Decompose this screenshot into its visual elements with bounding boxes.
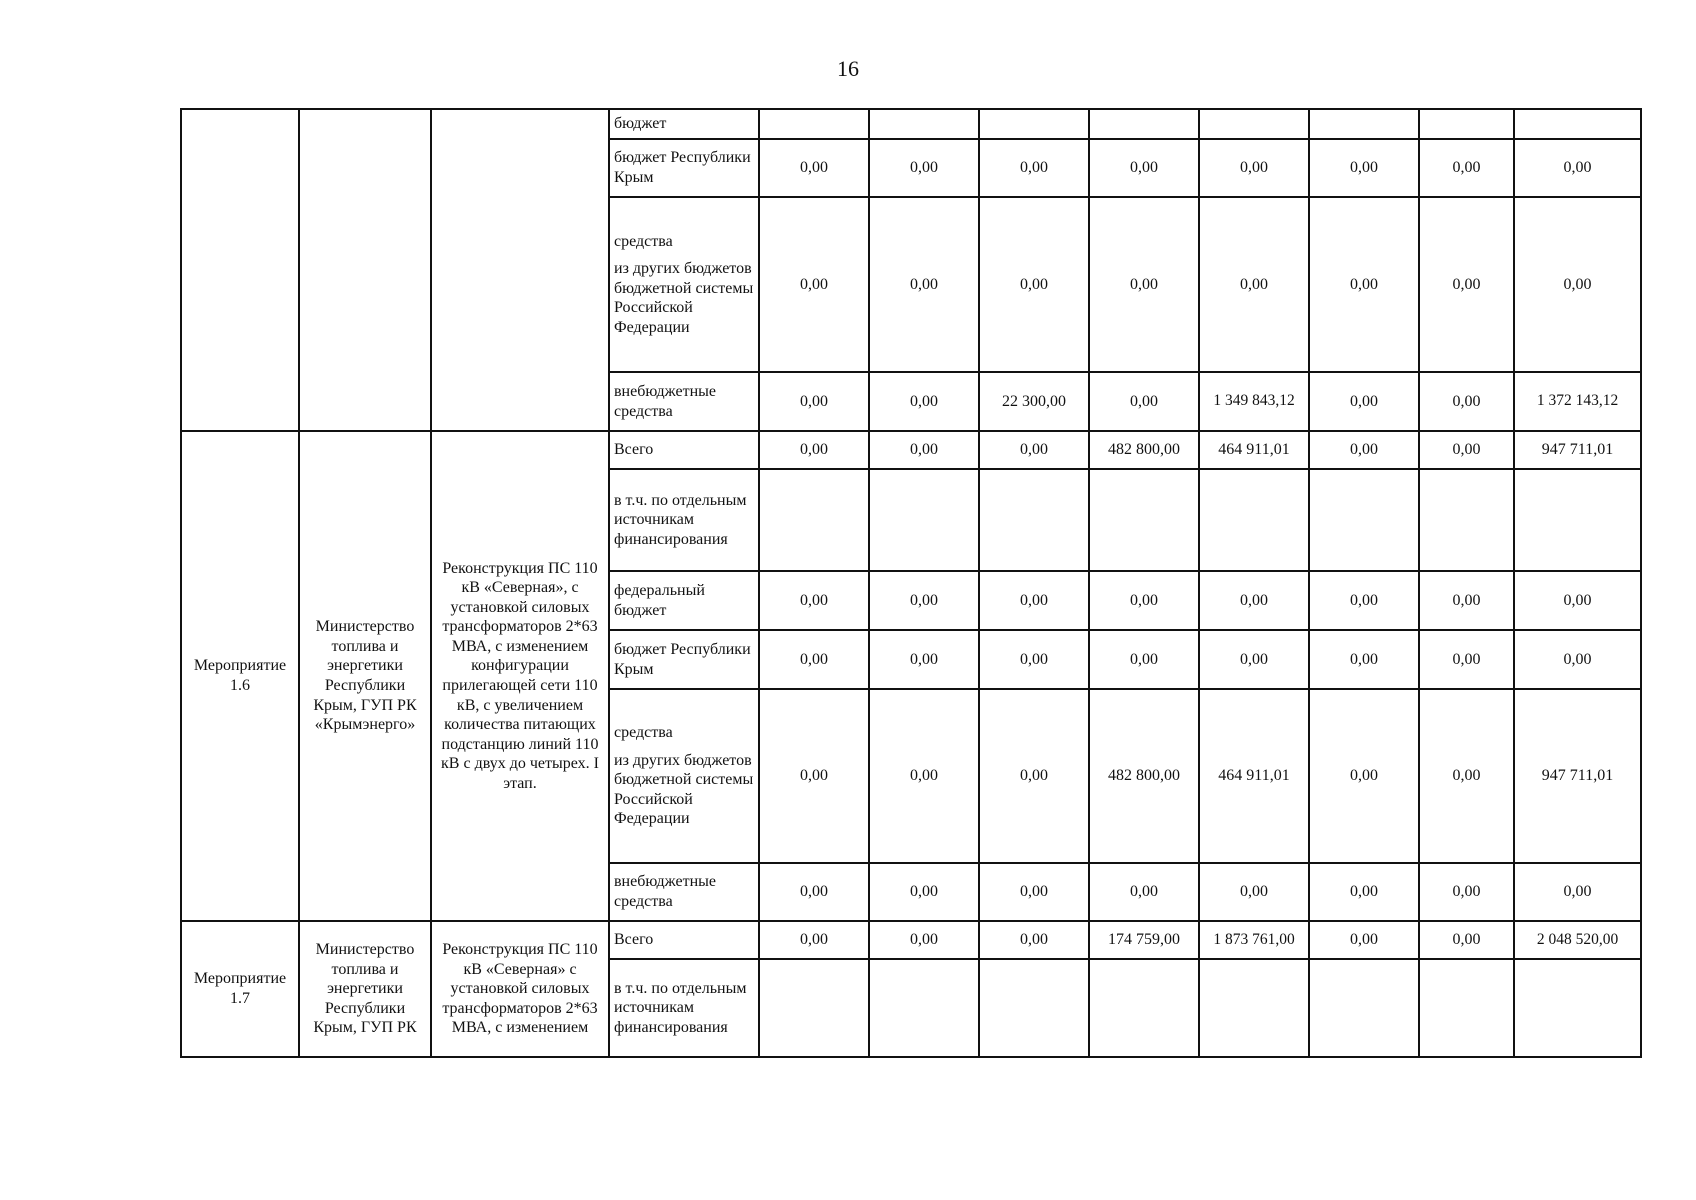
- value-cell: 464 911,01: [1199, 431, 1309, 469]
- table-row: [181, 431, 1641, 469]
- value-cell: 0,00: [759, 571, 869, 630]
- value-cell: 0,00: [979, 921, 1089, 959]
- source-cell: [609, 197, 759, 372]
- value-cell: [1419, 469, 1514, 571]
- value-cell: 0,00: [1309, 197, 1419, 372]
- value-cell: [979, 959, 1089, 1057]
- value-cell: 0,00: [1419, 372, 1514, 431]
- value-cell: [1309, 959, 1419, 1057]
- value-cell: 0,00: [1419, 863, 1514, 921]
- executor-cell: Министерство топлива и энергетики Республики Крым, ГУП РК: [299, 921, 431, 1057]
- source-cell: в т.ч. по отдельным источникам финансирования: [609, 469, 759, 571]
- description-cell: Реконструкция ПС 110 кВ «Северная», с установкой силовых трансформаторов 2*63 МВА, с изменением конфигурации прилегающей сети 110 кВ, с увеличением количества питающих подстанцию линий 110 кВ с двух до четырех. I этап.: [431, 431, 609, 921]
- description-cell: Реконструкция ПС 110 кВ «Северная» с установкой силовых трансформаторов 2*63 МВА, с изменением: [431, 921, 609, 1057]
- value-cell: 0,00: [979, 689, 1089, 863]
- value-cell: 0,00: [1514, 139, 1641, 197]
- value-cell: 0,00: [1089, 863, 1199, 921]
- value-cell: [1419, 959, 1514, 1057]
- value-cell: 0,00: [1199, 139, 1309, 197]
- source-rest: из других бюджетов бюджетной системы Российской Федерации: [614, 751, 754, 828]
- source-cell: федеральный бюджет: [609, 571, 759, 630]
- value-cell: 0,00: [1309, 372, 1419, 431]
- source-cell: бюджет Республики Крым: [609, 139, 759, 197]
- value-cell: 0,00: [1419, 431, 1514, 469]
- value-cell: 0,00: [869, 921, 979, 959]
- value-cell: [759, 469, 869, 571]
- value-cell: [1514, 109, 1641, 139]
- source-cell: Всего: [609, 431, 759, 469]
- value-cell: 0,00: [1309, 630, 1419, 689]
- value-cell: [869, 469, 979, 571]
- value-cell: [1199, 109, 1309, 139]
- table-row: [181, 109, 1641, 139]
- value-cell: [869, 109, 979, 139]
- value-cell: [1514, 959, 1641, 1057]
- value-cell: [1199, 469, 1309, 571]
- source-first-line: средства: [614, 724, 673, 742]
- value-cell: 1 349 843,12: [1199, 372, 1309, 431]
- value-cell: 0,00: [979, 431, 1089, 469]
- value-cell: 0,00: [759, 139, 869, 197]
- value-cell: 0,00: [979, 863, 1089, 921]
- value-cell: 0,00: [1514, 630, 1641, 689]
- executor-cell: Министерство топлива и энергетики Республики Крым, ГУП РК «Крымэнерго»: [299, 431, 431, 921]
- value-cell: 0,00: [759, 431, 869, 469]
- value-cell: 0,00: [759, 197, 869, 372]
- value-cell: 0,00: [869, 197, 979, 372]
- value-cell: [1089, 959, 1199, 1057]
- value-cell: 0,00: [1419, 630, 1514, 689]
- source-rest: из других бюджетов бюджетной системы Российской Федерации: [614, 260, 754, 336]
- value-cell: 0,00: [1089, 372, 1199, 431]
- value-cell: [1089, 109, 1199, 139]
- value-cell: [1199, 959, 1309, 1057]
- value-cell: 0,00: [1309, 431, 1419, 469]
- value-cell: 0,00: [759, 863, 869, 921]
- value-cell: 0,00: [1514, 863, 1641, 921]
- value-cell: 0,00: [1419, 197, 1514, 372]
- value-cell: 0,00: [1309, 689, 1419, 863]
- value-cell: 0,00: [1199, 571, 1309, 630]
- value-cell: 0,00: [1309, 139, 1419, 197]
- value-cell: [979, 469, 1089, 571]
- value-cell: 482 800,00: [1089, 431, 1199, 469]
- value-cell: 0,00: [869, 139, 979, 197]
- value-cell: 0,00: [1419, 571, 1514, 630]
- event-cell: [181, 109, 299, 431]
- value-cell: 0,00: [869, 372, 979, 431]
- value-cell: [1419, 109, 1514, 139]
- description-cell: [431, 109, 609, 431]
- source-cell: внебюджетные средства: [609, 863, 759, 921]
- value-cell: [1309, 469, 1419, 571]
- event-cell: Мероприятие 1.7: [181, 921, 299, 1057]
- event-cell: Мероприятие 1.6: [181, 431, 299, 921]
- value-cell: 174 759,00: [1089, 921, 1199, 959]
- source-cell: бюджет: [609, 109, 759, 139]
- value-cell: 22 300,00: [979, 372, 1089, 431]
- value-cell: 0,00: [869, 431, 979, 469]
- value-cell: 0,00: [759, 630, 869, 689]
- value-cell: [1514, 469, 1641, 571]
- value-cell: [1309, 109, 1419, 139]
- value-cell: 0,00: [1419, 689, 1514, 863]
- value-cell: [759, 959, 869, 1057]
- value-cell: [1089, 469, 1199, 571]
- source-cell: внебюджетные средства: [609, 372, 759, 431]
- value-cell: 0,00: [1089, 197, 1199, 372]
- value-cell: 0,00: [1199, 630, 1309, 689]
- value-cell: 0,00: [1514, 197, 1641, 372]
- source-first-line: средства: [614, 232, 673, 250]
- value-cell: 0,00: [979, 571, 1089, 630]
- value-cell: [869, 959, 979, 1057]
- source-cell: Всего: [609, 921, 759, 959]
- value-cell: 1 873 761,00: [1199, 921, 1309, 959]
- source-cell: бюджет Республики Крым: [609, 630, 759, 689]
- value-cell: [759, 109, 869, 139]
- value-cell: 0,00: [869, 863, 979, 921]
- table-row: [181, 921, 1641, 959]
- value-cell: 0,00: [1309, 571, 1419, 630]
- value-cell: [979, 109, 1089, 139]
- value-cell: 0,00: [869, 571, 979, 630]
- page-number: 16: [837, 56, 859, 81]
- value-cell: 0,00: [869, 689, 979, 863]
- value-cell: 0,00: [1419, 139, 1514, 197]
- value-cell: 0,00: [1089, 571, 1199, 630]
- value-cell: 1 372 143,12: [1514, 372, 1641, 431]
- value-cell: 947 711,01: [1514, 689, 1641, 863]
- value-cell: 0,00: [759, 689, 869, 863]
- executor-cell: [299, 109, 431, 431]
- value-cell: 0,00: [1309, 921, 1419, 959]
- value-cell: 0,00: [979, 197, 1089, 372]
- value-cell: 0,00: [1089, 139, 1199, 197]
- value-cell: 464 911,01: [1199, 689, 1309, 863]
- table-body: [181, 109, 1641, 1057]
- value-cell: 0,00: [1419, 921, 1514, 959]
- source-cell: в т.ч. по отдельным источникам финансирования: [609, 959, 759, 1057]
- value-cell: 0,00: [759, 921, 869, 959]
- value-cell: 0,00: [759, 372, 869, 431]
- source-cell: [609, 689, 759, 863]
- value-cell: 0,00: [1199, 197, 1309, 372]
- value-cell: 0,00: [1309, 863, 1419, 921]
- value-cell: 0,00: [979, 139, 1089, 197]
- value-cell: 947 711,01: [1514, 431, 1641, 469]
- value-cell: 2 048 520,00: [1514, 921, 1641, 959]
- value-cell: 0,00: [1514, 571, 1641, 630]
- value-cell: 0,00: [869, 630, 979, 689]
- value-cell: 0,00: [1199, 863, 1309, 921]
- budget-table: [180, 108, 1642, 1058]
- value-cell: 482 800,00: [1089, 689, 1199, 863]
- value-cell: 0,00: [979, 630, 1089, 689]
- value-cell: 0,00: [1089, 630, 1199, 689]
